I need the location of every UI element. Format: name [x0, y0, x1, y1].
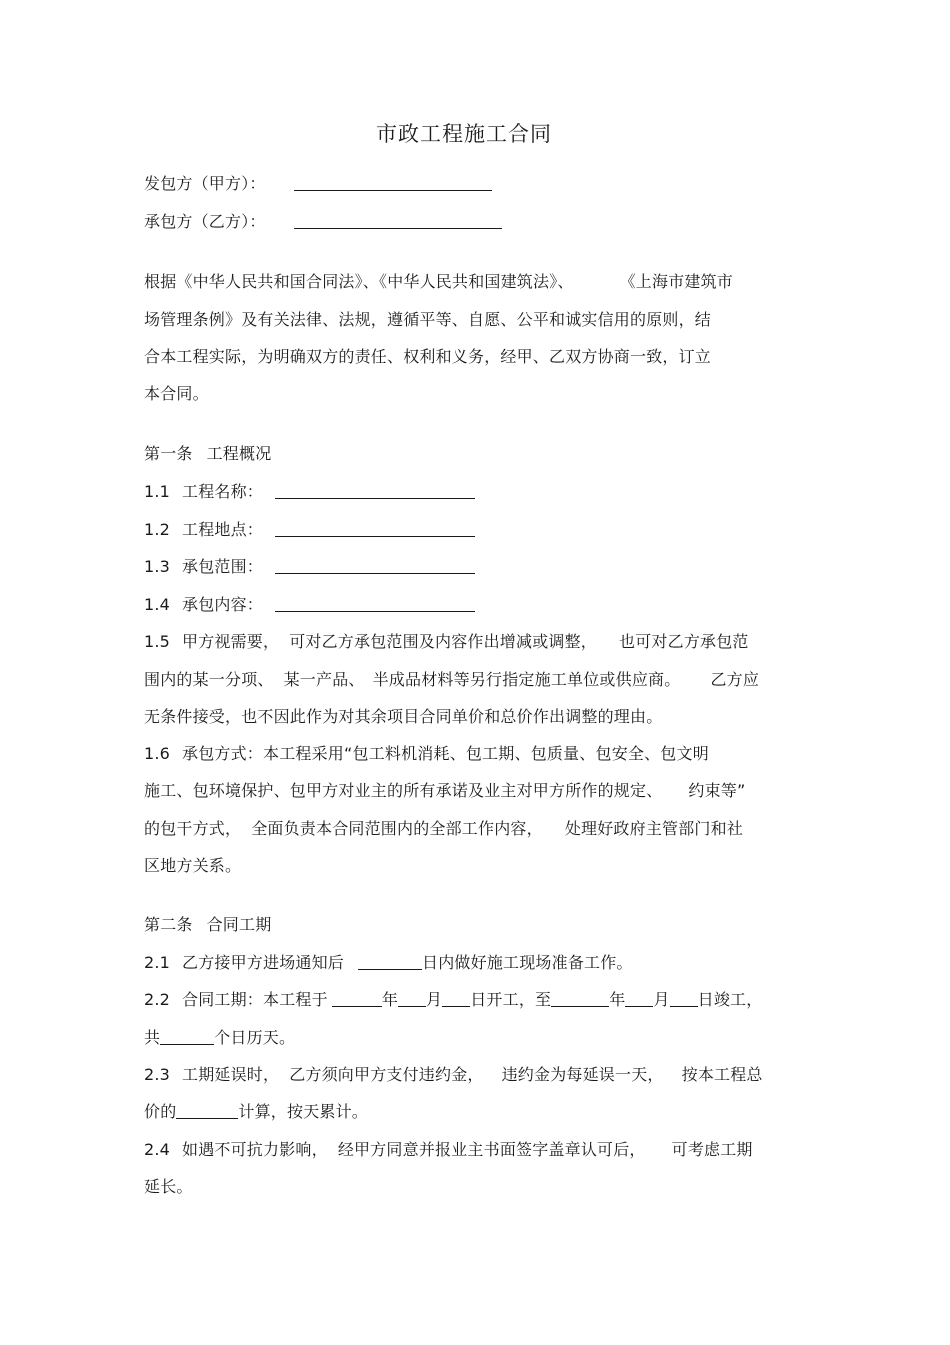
item-number: 2.2 [144, 990, 171, 1009]
clause-text: 乙方须向甲方支付违约金， [289, 1065, 484, 1084]
item-1-6-line-3 [144, 819, 743, 839]
party-a-blank[interactable] [294, 174, 492, 191]
clause-text: 如遇不可抗力影响， [182, 1140, 328, 1159]
start-day-blank[interactable] [442, 990, 470, 1007]
document-title: 市政工程施工合同 [376, 122, 552, 146]
preamble-line-4: 本合同。 [144, 384, 209, 403]
clause-text: 某一产品、 [283, 670, 365, 689]
item-1-1 [144, 482, 475, 502]
start-year-blank[interactable] [332, 990, 382, 1007]
item-1-3 [144, 557, 475, 577]
item-1-5-line-1 [144, 632, 749, 652]
item-label: 承包内容： [182, 595, 264, 614]
item-label: 工程名称： [182, 482, 264, 501]
item-1-5-line-2 [144, 670, 759, 690]
contract-content-blank[interactable] [275, 595, 475, 612]
item-2-2-line-1 [144, 990, 762, 1010]
item-2-4-line-1 [144, 1140, 753, 1160]
clause-text: 合同工期：本工程于 [182, 990, 328, 1009]
item-1-5-line-3: 无条件接受，也不因此作为对其余项目合同单价和总价作出调整的理由。 [144, 707, 663, 726]
item-number: 1.5 [144, 632, 171, 651]
clause-text: 可考虑工期 [671, 1140, 753, 1159]
clause-text: 乙方接甲方进场通知后 [182, 953, 345, 972]
clause-text: 个日历天。 [214, 1028, 296, 1047]
clause-text: 施工、包环境保护、包甲方对业主的所有承诺及业主对甲方所作的规定、 [144, 781, 663, 800]
clause-text: 计算，按天累计。 [238, 1102, 369, 1121]
item-2-2-line-2 [144, 1028, 295, 1048]
preamble-line-2: 场管理条例》及有关法律、法规，遵循平等、自愿、公平和诚实信用的原则，结 [144, 310, 712, 329]
item-2-1 [144, 953, 633, 973]
clause-text: 可对乙方承包范围及内容作出增减或调整， [289, 632, 598, 651]
article-title: 工程概况 [206, 444, 272, 463]
start-month-blank[interactable] [398, 990, 426, 1007]
clause-text: 半成品材料等另行指定施工单位或供应商。 [372, 670, 681, 689]
clause-text: 也可对乙方承包范 [619, 632, 749, 651]
party-a-line [144, 174, 492, 194]
end-day-blank[interactable] [670, 990, 698, 1007]
article-number: 第一条 [144, 444, 193, 463]
end-month-blank[interactable] [625, 990, 653, 1007]
clause-text: 承包方式：本工程采用“包工料机消耗、包工期、包质量、包安全、包文明 [182, 744, 709, 763]
item-number: 2.3 [144, 1065, 171, 1084]
article-number: 第二条 [144, 915, 193, 934]
item-1-6-line-4: 区地方关系。 [144, 856, 242, 875]
clause-text: 年 [381, 990, 399, 1009]
clause-text: 年 [609, 990, 626, 1009]
item-label: 工程地点： [182, 520, 264, 539]
item-2-4-line-2: 延长。 [144, 1177, 193, 1196]
item-number: 2.4 [144, 1140, 171, 1159]
preamble-text: 根据《中华人民共和国合同法》、《中华人民共和国建筑法》、 [144, 272, 574, 291]
penalty-rate-blank[interactable] [176, 1102, 238, 1119]
preamble-text: 《上海市建筑市 [619, 272, 734, 291]
clause-text: 月 [426, 990, 443, 1009]
clause-text: 日竣工， [697, 990, 763, 1009]
item-2-3-line-1 [144, 1065, 763, 1085]
item-2-3-line-2 [144, 1102, 368, 1122]
item-number: 2.1 [144, 953, 171, 972]
item-1-6-line-1 [144, 744, 709, 764]
clause-text: 按本工程总 [681, 1065, 763, 1084]
clause-text: 全面负责本合同范围内的全部工作内容， [251, 819, 543, 838]
item-label: 承包范围： [182, 557, 264, 576]
project-location-blank[interactable] [275, 520, 475, 537]
party-b-label: 承包方（乙方）： [144, 212, 266, 231]
item-1-6-line-2 [144, 781, 746, 801]
clause-text: 围内的某一分项、 [144, 670, 274, 689]
article-1-heading [144, 444, 271, 464]
prep-days-blank[interactable] [358, 953, 422, 970]
item-number: 1.4 [144, 595, 171, 614]
clause-text: 共 [144, 1028, 161, 1047]
clause-text: 价的 [144, 1102, 177, 1121]
preamble-line-1 [144, 272, 733, 292]
clause-text: 工期延误时， [182, 1065, 280, 1084]
clause-text: 违约金为每延误一天， [501, 1065, 664, 1084]
item-number: 1.6 [144, 744, 171, 763]
party-b-blank[interactable] [294, 212, 502, 229]
party-a-label: 发包方（甲方）： [144, 174, 266, 193]
clause-text: 经甲方同意并报业主书面签字盖章认可后， [337, 1140, 646, 1159]
end-year-blank[interactable] [551, 990, 609, 1007]
contract-scope-blank[interactable] [275, 557, 475, 574]
clause-text: 乙方应 [710, 670, 760, 689]
item-number: 1.3 [144, 557, 171, 576]
item-number: 1.1 [144, 482, 171, 501]
clause-text: 日内做好施工现场准备工作。 [422, 953, 633, 972]
party-b-line [144, 212, 502, 232]
article-2-heading [144, 915, 271, 935]
item-number: 1.2 [144, 520, 171, 539]
item-1-4 [144, 595, 475, 615]
clause-text: 月 [653, 990, 670, 1009]
project-name-blank[interactable] [275, 482, 475, 499]
item-1-2 [144, 520, 475, 540]
clause-text: 日开工，至 [470, 990, 552, 1009]
clause-text: 的包干方式， [144, 819, 242, 838]
clause-text: 处理好政府主管部门和社 [564, 819, 744, 838]
calendar-days-blank[interactable] [160, 1028, 214, 1045]
preamble-line-3: 合本工程实际，为明确双方的责任、权利和义务，经甲、乙双方协商一致，订立 [144, 347, 712, 366]
article-title: 合同工期 [206, 915, 272, 934]
clause-text: 甲方视需要， [182, 632, 280, 651]
clause-text: 约束等” [688, 781, 746, 800]
